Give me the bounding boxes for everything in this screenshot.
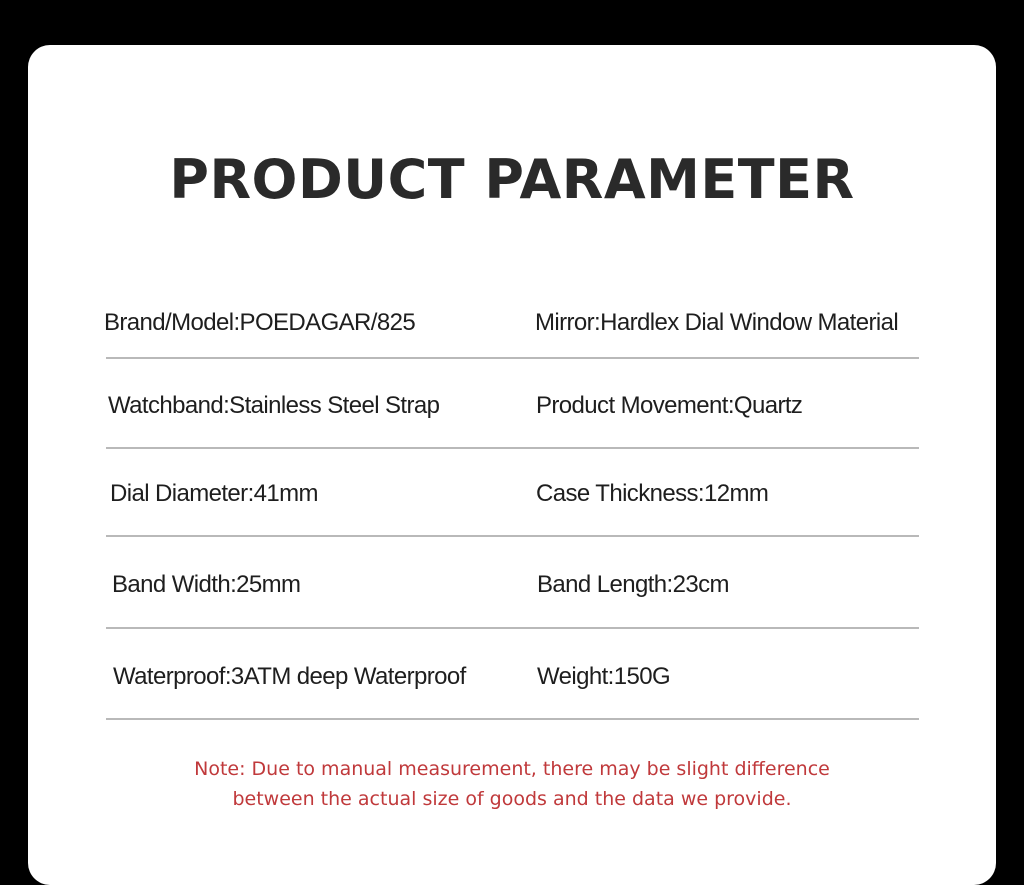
weight-value: Weight:150G [537, 663, 671, 690]
band-length-value: Band Length:23cm [537, 571, 729, 598]
row-divider [106, 357, 919, 359]
row-divider [106, 718, 919, 720]
row-divider [106, 447, 919, 449]
mirror-value: Mirror:Hardlex Dial Window Material [535, 309, 899, 336]
waterproof-value: Waterproof:3ATM deep Waterproof [113, 663, 466, 690]
row-divider [106, 535, 919, 537]
case-thickness-value: Case Thickness:12mm [536, 480, 769, 507]
note-line-1: Note: Due to manual measurement, there may be slight difference [194, 758, 830, 780]
note-line-2: between the actual size of goods and the data we provide. [232, 788, 792, 810]
watchband-value: Watchband:Stainless Steel Strap [108, 392, 440, 419]
band-width-value: Band Width:25mm [112, 571, 301, 598]
row-divider [106, 627, 919, 629]
brand-model-value: Brand/Model:POEDAGAR/825 [104, 309, 416, 336]
movement-value: Product Movement:Quartz [536, 392, 803, 419]
page-title: PRODUCT PARAMETER [169, 148, 855, 211]
dial-diameter-value: Dial Diameter:41mm [110, 480, 318, 507]
